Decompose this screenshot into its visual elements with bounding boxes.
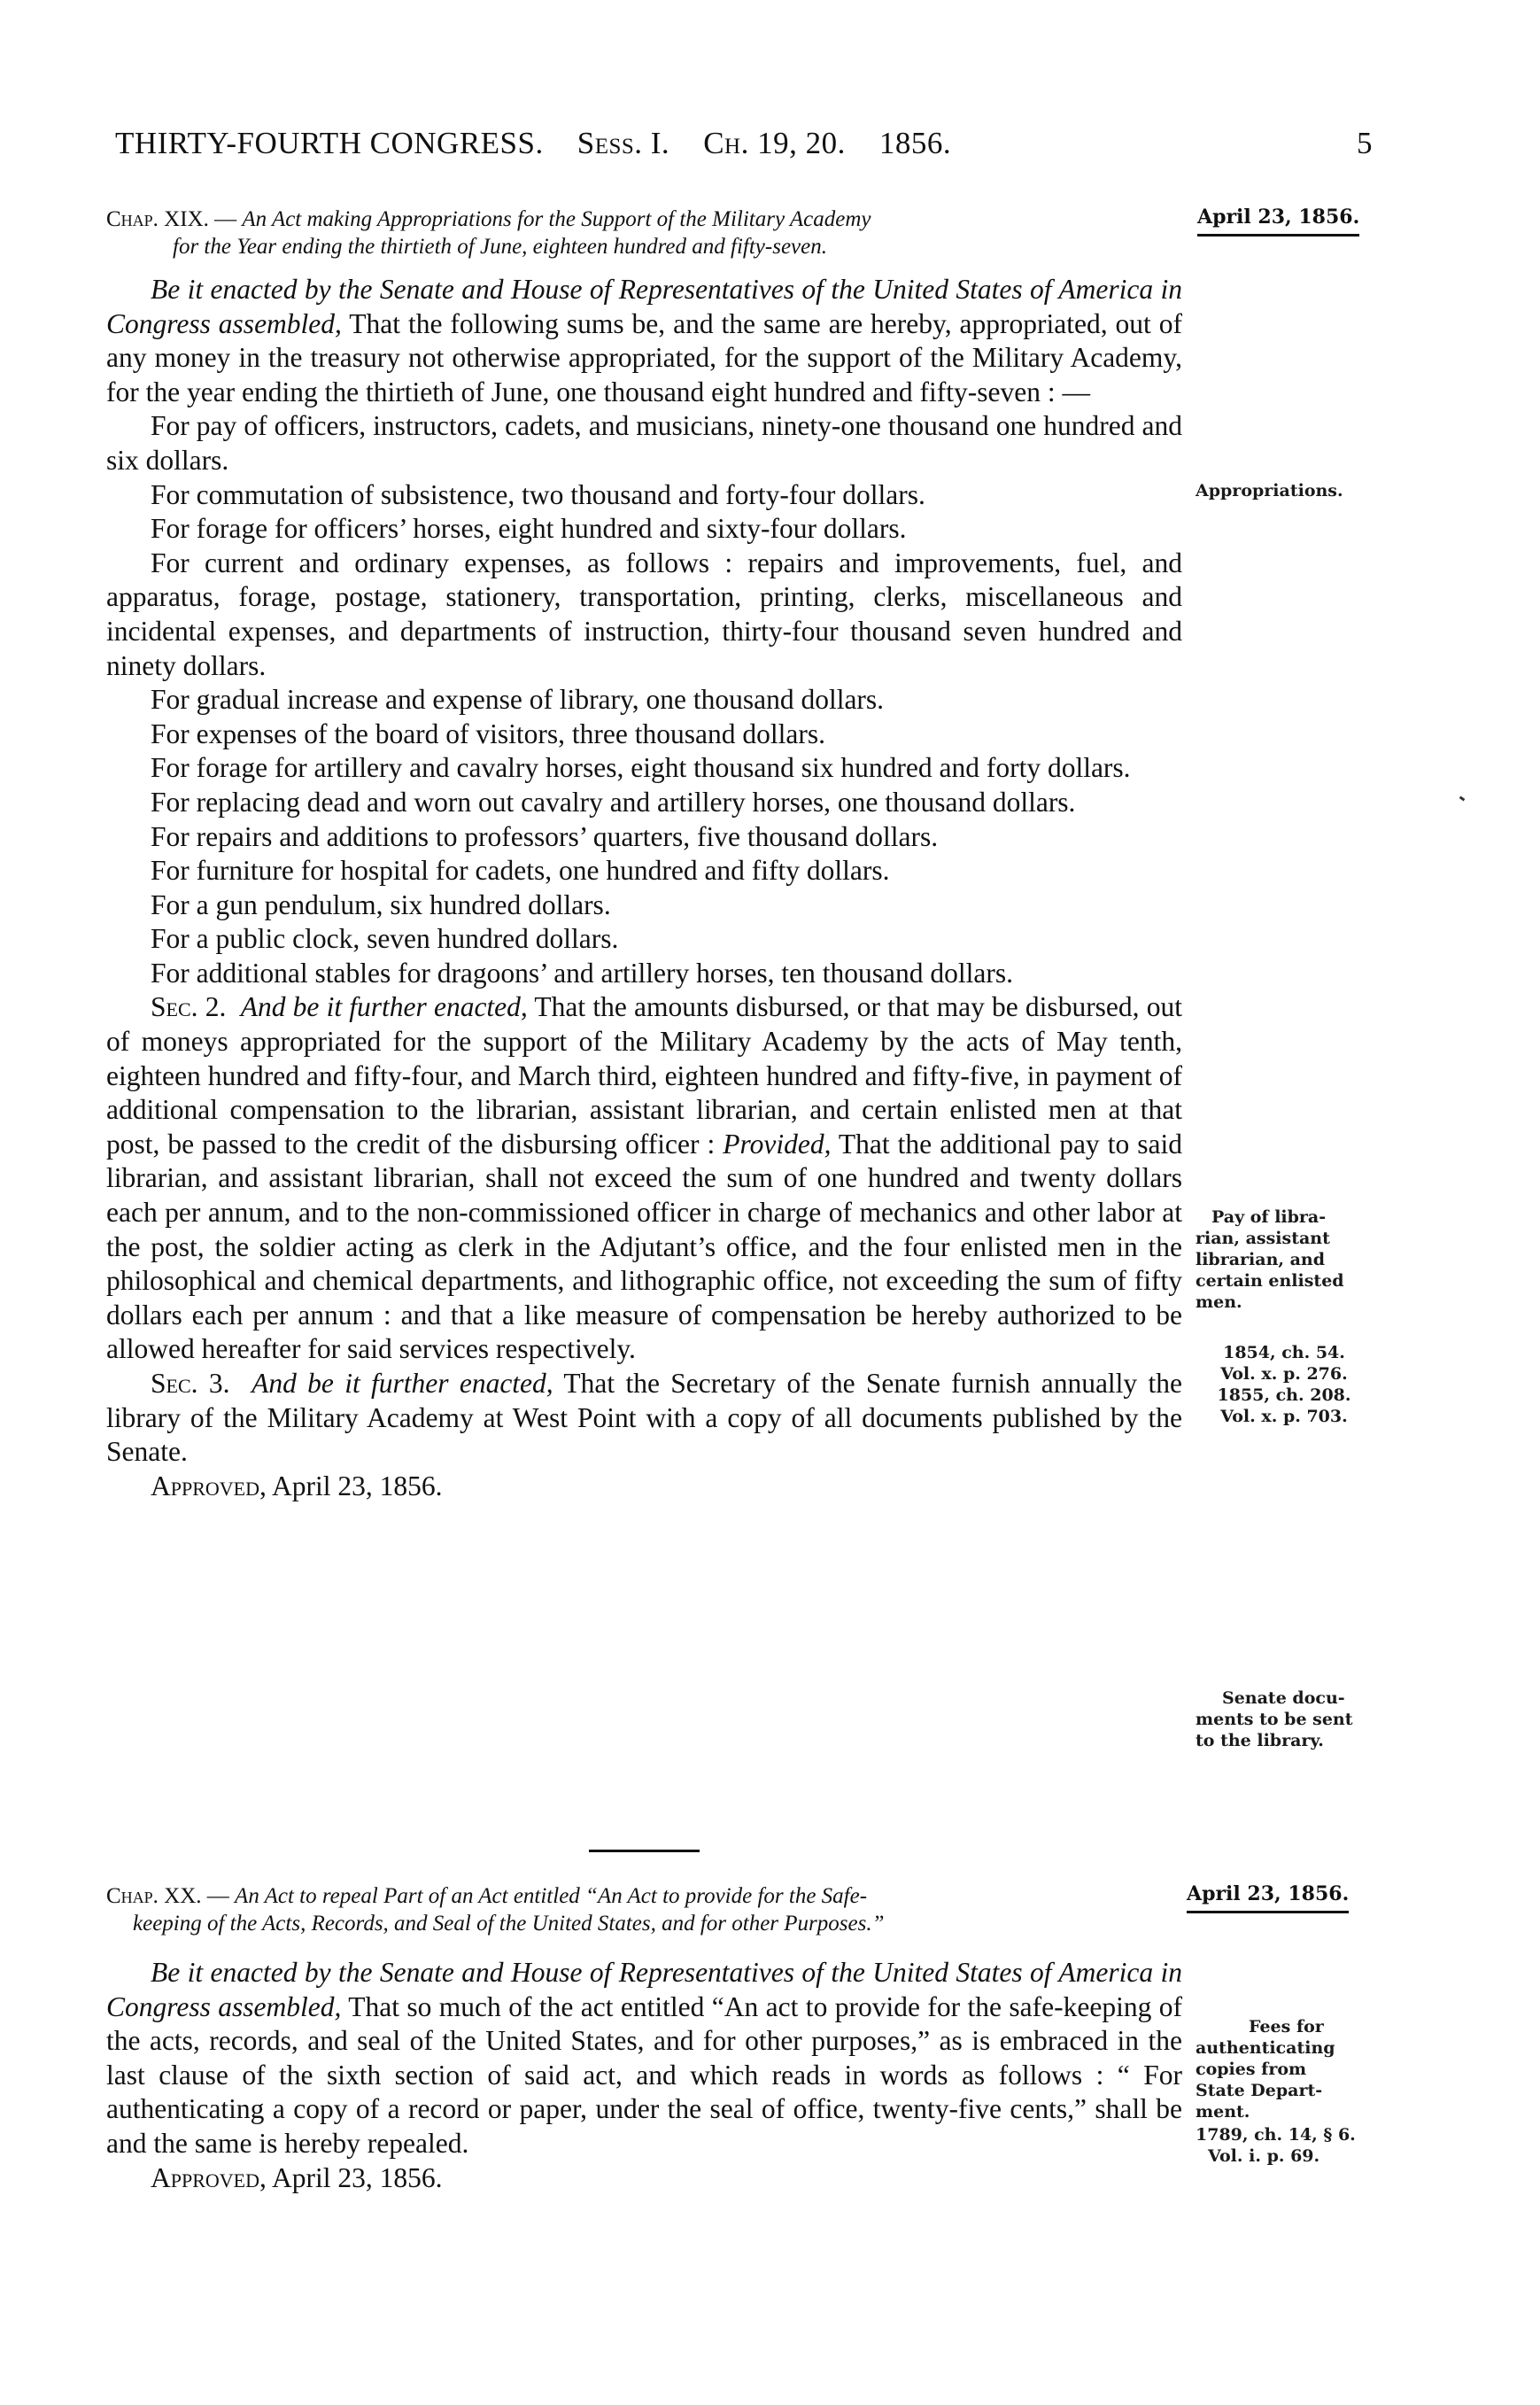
- margin-note-line: ments to be sent: [1196, 1710, 1353, 1729]
- running-head-year: 1856.: [878, 126, 952, 160]
- running-head-title: THIRTY-FOURTH CONGRESS.: [115, 126, 544, 160]
- margin-note-fees: [1196, 2016, 1399, 2122]
- margin-note-senate-documents: [1196, 1687, 1399, 1751]
- chapter-20-title-line1: An Act to repeal Part of an Act entitled “An Act to provide for the Safe-: [235, 1884, 868, 1908]
- running-head-chapters: Ch. 19, 20.: [703, 126, 846, 160]
- chapter-20-date-note: April 23, 1856.: [1187, 1882, 1349, 1913]
- margin-note-librarian-pay: [1196, 1206, 1399, 1313]
- approved-date: April 23, 1856.: [266, 2161, 443, 2193]
- appropriation-item: For a gun pendulum, six hundred dollars.: [151, 888, 611, 920]
- margin-citations-sec2: [1196, 1342, 1373, 1427]
- margin-note-line: librarian, and: [1196, 1250, 1326, 1269]
- margin-note-line: authenticating: [1196, 2038, 1335, 2058]
- citation: 1854, ch. 54.: [1223, 1343, 1345, 1362]
- approved-line: [106, 1470, 1182, 1504]
- section-2-italic: And be it further enacted,: [240, 991, 528, 1023]
- margin-note-line: Senate docu-: [1222, 1688, 1345, 1708]
- section-3-text: That the Secretary of the Senate furnish annually the library of the Military Academy at West Point with a copy of all documents published by the Senate.: [106, 1368, 1182, 1468]
- section-2-proviso: That the additional pay to said librarian, and assistant librarian, shall not exceed the sum of one hundred and twenty dollars each per annum, and to the non-commissioned officer in charge of mechanics and other labor at the post, the soldier acting as clerk in the Adjutant’s office, and the four enlisted men in the philosophical and chemical departments, and lithographic office, not exceeding the sum of fifty dollars each per annum : and that a like measure of compensation be hereby authorized to be allowed hereafter for said services respectively.: [106, 1128, 1182, 1365]
- provided-italic: Provided,: [723, 1128, 832, 1160]
- appropriation-item: For commutation of subsistence, two thousand and forty-four dollars.: [151, 478, 925, 510]
- chapter-20-label: Chap. XX. —: [106, 1884, 229, 1908]
- running-head-session: Sess. I.: [577, 126, 670, 160]
- chapter-separator-rule: [589, 1850, 700, 1852]
- chapter-20-heading: [106, 1882, 1182, 1937]
- appropriation-item: For expenses of the board of visitors, three thousand dollars.: [151, 718, 825, 749]
- enacting-clause-italic: Be it enacted by the Senate and House of Representatives of the United States of America in Congress assembled,: [106, 1957, 1182, 2022]
- citation: 1789, ch. 14, § 6.: [1196, 2125, 1356, 2145]
- margin-note-line: ment.: [1196, 2102, 1250, 2122]
- approved-label: Approved,: [151, 1470, 267, 1501]
- chapter-20-body: [106, 1956, 1182, 2195]
- chapter-19-date-note: April 23, 1856.: [1197, 206, 1359, 237]
- margin-note-line: rian, assistant: [1196, 1229, 1330, 1248]
- citation: Vol. x. p. 276.: [1220, 1364, 1348, 1384]
- enacting-clause: [106, 1956, 1182, 2161]
- margin-note-line: men.: [1196, 1292, 1242, 1312]
- margin-note-line: Fees for: [1249, 2017, 1324, 2036]
- approved-line: [106, 2161, 1182, 2196]
- section-3: [106, 1367, 1182, 1470]
- enacting-clause-text: That the following sums be, and the same are hereby, appropriated, out of any money in the treasury not otherwise appropriated, for the support of the Military Academy, for the year ending the thirtieth of June, one thousand eight hundred and fifty-seven : —: [106, 307, 1182, 407]
- approved-label: Approved,: [151, 2161, 267, 2193]
- appropriation-item: For gradual increase and expense of library, one thousand dollars.: [151, 684, 885, 716]
- appropriation-item: For repairs and additions to professors’ quarters, five thousand dollars.: [151, 820, 939, 852]
- enacting-clause-italic: Be it enacted by the Senate and House of Representatives of the United States of America in Congress assembled,: [106, 274, 1182, 339]
- scan-artifact: [1459, 796, 1466, 802]
- appropriation-item: For a public clock, seven hundred dollars.: [151, 923, 619, 955]
- appropriation-item: For forage for artillery and cavalry horses, eight thousand six hundred and forty dollars.: [151, 752, 1131, 784]
- margin-note-line: certain enlisted: [1196, 1271, 1344, 1291]
- appropriation-item: For additional stables for dragoons’ and artillery horses, ten thousand dollars.: [151, 957, 1013, 989]
- section-3-label: Sec. 3.: [151, 1368, 230, 1399]
- appropriation-item: For forage for officers’ horses, eight hundred and sixty-four dollars.: [151, 513, 907, 545]
- citation: Vol. x. p. 703.: [1220, 1407, 1348, 1426]
- margin-note-line: to the library.: [1196, 1731, 1324, 1750]
- section-2-label: Sec. 2.: [151, 991, 227, 1023]
- page-number: 5: [1357, 126, 1373, 160]
- margin-note-line: State Depart-: [1196, 2081, 1323, 2100]
- citation: 1855, ch. 208.: [1217, 1385, 1351, 1405]
- chapter-19-label: Chap. XIX. —: [106, 207, 237, 231]
- chapter-19-title-line1: An Act making Appropriations for the Support of the Military Academy: [242, 207, 871, 231]
- appropriation-item: For replacing dead and worn out cavalry and artillery horses, one thousand dollars.: [151, 786, 1076, 818]
- section-2: [106, 990, 1182, 1367]
- section-2-text: That the amounts disbursed, or that may be disbursed, out of moneys appropriated for the support of the Military Academy by the acts of May tenth, eighteen hundred and fifty-four, and March third, eighteen hundred and fifty-five, in payment of additional compensation to the librarian, assistant librarian, and certain enlisted men at that post, be passed to the credit of the disbursing officer :: [106, 991, 1182, 1160]
- running-head: [115, 126, 1373, 161]
- section-3-italic: And be it further enacted,: [252, 1368, 553, 1399]
- margin-note-line: copies from: [1196, 2060, 1307, 2079]
- appropriation-item: For furniture for hospital for cadets, one hundred and fifty dollars.: [151, 855, 890, 887]
- appropriation-item: For pay of officers, instructors, cadets, and musicians, ninety-one thousand one hundred and six dollars.: [106, 410, 1182, 476]
- margin-note-appropriations: Appropriations.: [1196, 481, 1343, 500]
- margin-note-line: Pay of libra-: [1211, 1207, 1327, 1227]
- approved-date: April 23, 1856.: [266, 1470, 443, 1501]
- citation: Vol. i. p. 69.: [1208, 2146, 1320, 2166]
- chapter-19-heading: [106, 206, 1182, 260]
- margin-citations-ch20: [1196, 2124, 1399, 2167]
- chapter-19-title-line2: for the Year ending the thirtieth of June, eighteen hundred and fifty-seven.: [173, 235, 827, 259]
- chapter-19-body: [106, 273, 1182, 1503]
- enacting-clause-text: That so much of the act entitled “An act to provide for the safe-keeping of the acts, records, and seal of the United States, and for other purposes,” as is embraced in the last clause of the sixth section of said act, and which reads in words as follows : “ For authenticating a copy of a record or paper, under the seal of office, twenty-five cents,” shall be and the same is hereby repealed.: [106, 1990, 1182, 2159]
- appropriation-item: For current and ordinary expenses, as follows : repairs and improvements, fuel, and apparatus, forage, postage, stationery, transportation, printing, clerks, miscellaneous and incidental expenses, and departments of instruction, thirty-four thousand seven hundred and ninety dollars.: [106, 547, 1182, 681]
- chapter-20-title-line2: keeping of the Acts, Records, and Seal of the United States, and for other Purposes.”: [133, 1912, 885, 1936]
- enacting-clause: [106, 273, 1182, 409]
